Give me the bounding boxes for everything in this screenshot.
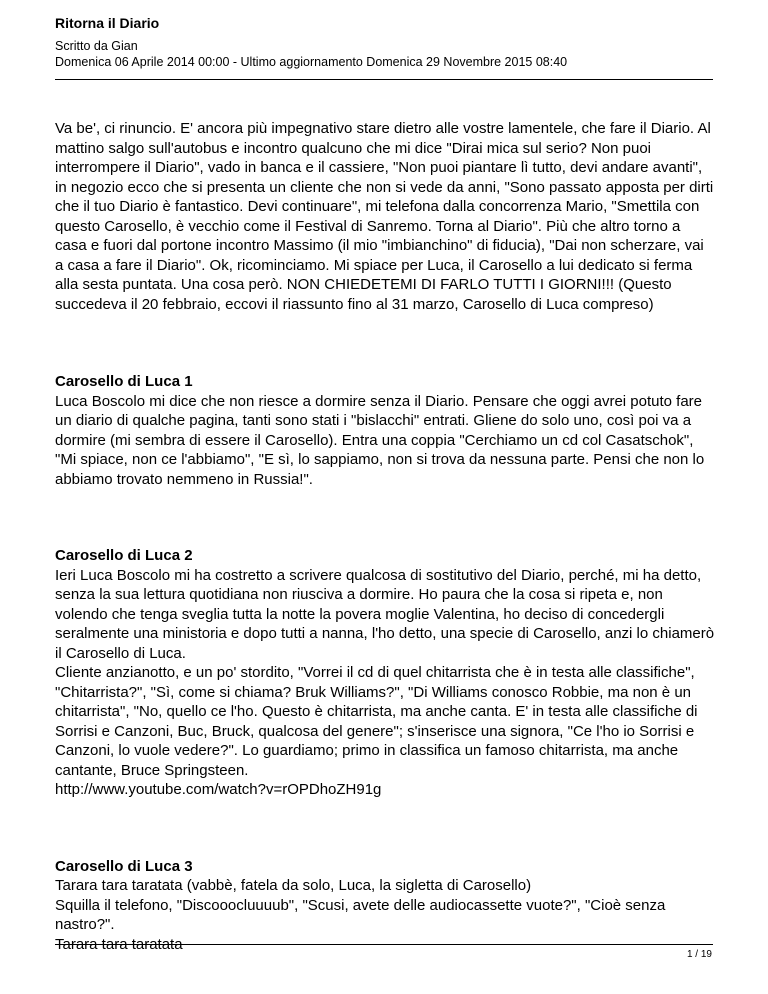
section-paragraph: Cliente anzianotto, e un po' stordito, "Vorrei il cd di quel chitarrista che è in testa alle classifiche", "Chitarrista?", "Sì, come si chiama? Bruk Williams?", "Di Williams conosco Robbie, ma non è un chitarrista", "No, quello ce l'ho. Questo è chitarrista, ma anche canta. E' in testa alle classifiche di Sorrisi e Canzoni, Buc, Bruck, qualcosa del genere"; s'inserisce una signora, "Ce l'ho io Sorrisi e Canzoni, lo vuole vedere?". Lo guardiamo; primo in classifica un famoso chitarrista, ma anche cantante, Bruce Springsteen.: [55, 664, 698, 779]
document-meta: [55, 38, 713, 70]
document-title: Ritorna il Diario: [55, 15, 160, 31]
section-title: Carosello di Luca 3: [55, 857, 193, 875]
section-title: Carosello di Luca 2: [55, 547, 193, 564]
article-body: [55, 119, 715, 954]
page-number: 1 / 19: [686, 949, 712, 960]
section-carosello-2: [55, 546, 715, 800]
intro-paragraph: Va be', ci rinuncio. E' ancora più impegnativo stare dietro alle vostre lamentele, che fare il Diario. Al mattino salgo sull'autobus e incontro qualcuno che mi dice "Dirai mica sul serio? Non puoi interrompere il Diario", vado in banca e il cassiere, "Non puoi piantare lì tutto, devi andare avanti", in negozio ecco che si presenta un cliente che non si vede da anni, "Sono passato apposta per dirti che il tuo Diario è fantastico. Devi continuare", mi telefona dalla concorrenza Mario, "Smettila con questo Carosello, è vecchio come il Festival di Sanremo. Torna al Diario". Più che altro torno a casa e fuori dal portone incontro Massimo (il mio "imbianchino" di fiducia), "Dai non scherzare, vai a casa a fare il Diario". Ok, ricominciamo. Mi spiace per Luca, il Carosello a lui dedicato si ferma alla sesta puntata. Una cosa però. NON CHIEDETEMI DI FARLO TUTTI I GIORNI!!! (Questo succedeva il 20 febbraio, eccovi il riassunto fino al 31 marzo, Carosello di Luca compreso): [55, 120, 714, 313]
header-divider: [55, 79, 713, 80]
section-paragraph: Ieri Luca Boscolo mi ha costretto a scrivere qualcosa di sostitutivo del Diario, perché, mi ha detto, senza la sua lettura quotidiana non riusciva a dormire. Ho paura che la cosa si ripeta e, non volendo che tenga sveglia tutta la notte la povera moglie Valentina, ho deciso di concedergli seralmente una ministoria e dopo tutti a nanna, l'ho detto, una specie di Carosello, anzi lo chiamerò il Carosello di Luca.: [55, 566, 715, 662]
footer-divider: [55, 944, 713, 945]
author-line: Scritto da Gian: [55, 39, 138, 53]
section-title: Carosello di Luca 1: [55, 373, 193, 390]
section-paragraph: Tarara tara taratata (vabbè, fatela da solo, Luca, la sigletta di Carosello): [55, 877, 532, 894]
section-paragraph: Squilla il telefono, "Discooocluuuub", "Scusi, avete delle audiocassette vuote?", "Cioè senza nastro?".: [55, 896, 666, 933]
document-header: [55, 8, 713, 70]
section-carosello-3: [55, 857, 715, 955]
section-paragraph: Tarara tara taratata: [55, 935, 183, 953]
section-paragraph: Luca Boscolo mi dice che non riesce a dormire senza il Diario. Pensare che oggi avrei potuto fare un diario di qualche pagina, tanti sono stati i "bislacchi" entrati. Gliene do solo uno, così poi va a dormire (mi sembra di essere il Carosello). Entra una coppia "Cerchiamo un cd col Casatschok", "Mi spiace, non ce l'abbiamo", "E sì, lo sappiamo, non si trova da nessuna parte. Pensi che non lo abbiamo trovato nemmeno in Russia!".: [55, 392, 705, 488]
youtube-link[interactable]: http://www.youtube.com/watch?v=rOPDhoZH91g: [55, 781, 382, 798]
date-line: Domenica 06 Aprile 2014 00:00 - Ultimo aggiornamento Domenica 29 Novembre 2015 08:40: [55, 55, 568, 69]
section-carosello-1: [55, 372, 715, 489]
